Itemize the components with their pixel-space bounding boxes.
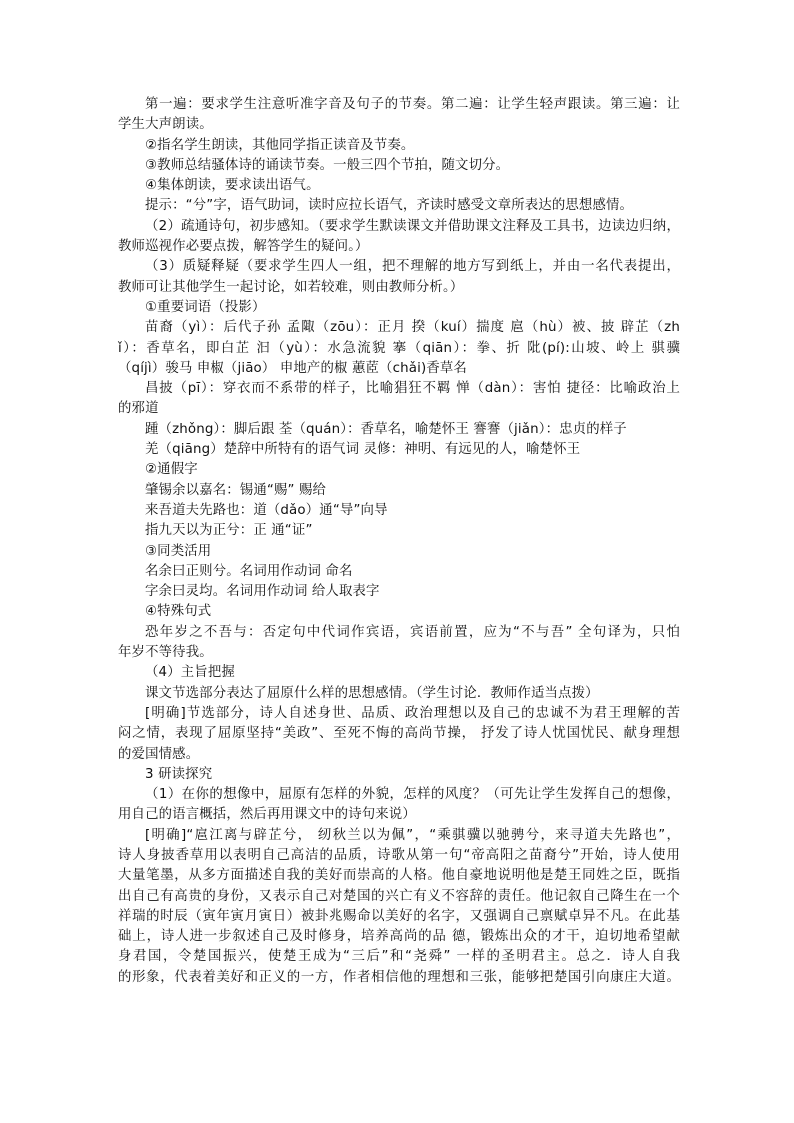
text-line: ④特殊句式 [145,604,212,620]
text-line: 提示：“兮”字，语气助词，读时应拉长语气，齐读时感受文章所表达的思想感情。 [145,198,634,214]
text-line: ②通假字 [145,462,198,478]
text-line: 名余曰正则兮。名词用作动词 命名 [145,563,353,579]
text-line: 教师巡视作必要点拨，解答学生的疑问。） [118,239,369,255]
text-line: 年岁不等待我。 [118,645,213,661]
text-line: ③同类活用 [145,543,212,559]
text-line: 身君国，令楚国振兴，使楚王成为“三后”和“尧舜” 一样的圣明君主。总之．诗人自我 [118,949,680,965]
text-line: 肇锡余以嘉名：锡通“赐” 赐给 [145,482,327,498]
text-line: 闷之情，表现了屈原坚持“美政”、至死不悔的高尚节操， 抒发了诗人忧国忧民、献身理想 [118,726,680,742]
text-line: 用自己的语言概括，然后再用课文中的诗句来说） [118,807,416,823]
text-line: ②指名学生朗读，其他同学指正读音及节奏。 [145,137,415,153]
text-line: （qíjì）骏马 申椒（jiāo） 申地产的椒 蕙茝（chǎi)香草名 [118,360,467,376]
document-page [118,95,680,988]
text-line: 字余曰灵均。名词用作动词 给人取表字 [145,584,380,600]
text-line: ǐ）：香草名，即白芷 汩（yù）：水急流貌 搴（qiān）：拳、折 阰(pí):山坡、岭上 骐骥 [118,340,680,356]
text-line: 的邪道 [118,401,159,417]
text-line: （4）主旨把握 [145,665,235,681]
text-line: ①重要词语（投影） [145,299,266,315]
text-line: 苗裔（yì）：后代子孙 孟陬（zōu）：正月 揆（kuí）揣度 扈（hù）被、披 辟芷（zh [145,320,680,336]
text-line: 学生大声朗读。 [118,117,213,133]
text-line: 课文节选部分表达了屈原什么样的思想感情。（学生讨论．教师作适当点拨） [145,685,599,701]
text-line: 诗人身披香草用以表明自己高洁的品质，诗歌从第一句“帝高阳之苗裔兮”开始，诗人使用 [118,847,680,863]
text-line: 恐年岁之不吾与：否定句中代词作宾语，宾语前置，应为“不与吾” 全句译为，只怕 [145,624,680,640]
text-line: 的形象，代表着美好和正义的一方，作者相信他的理想和三张，能够把楚国引向康庄大道。 [118,969,680,985]
text-line: 础上，诗人进一步叙述自己及时修身，培养高尚的品 德，锻炼出众的才干，迫切地希望献 [118,929,680,945]
text-line: 昌披（pī）：穿衣而不系带的样子，比喻猖狂不羁 惮（dàn）：害怕 捷径：比喻政治上 [145,381,680,397]
text-line: 的爱国情感。 [118,746,200,762]
text-line: 羌（qiāng）楚辞中所特有的语气词 灵修：神明、有远见的人，喻楚怀王 [145,442,581,458]
text-line: （2）疏通诗句，初步感知。（要求学生默读课文并借助课文注释及工具书，边读边归纳， [145,218,680,234]
text-line: 3 研读探究 [145,766,213,782]
text-line: 第一遍：要求学生注意听准字音及句子的节奏。第二遍：让学生轻声跟读。第三遍：让 [145,97,680,112]
text-line: 踵（zhǒng）：脚后跟 荃（quán）：香草名，喻楚怀王 謇謇（jiǎn）：忠贞的样子 [145,421,627,437]
text-line: ④集体朗读，要求读出语气。 [145,178,320,194]
text-line: 指九天以为正兮：正 通“证” [145,523,313,539]
text-line: 大量笔墨，从多方面描述自我的美好而崇高的人格。他自豪地说明他是楚王同姓之臣，既指 [118,868,680,884]
text-line: [明确]节选部分，诗人自述身世、品质、政治理想以及自己的忠诚不为君王理解的苦 [145,705,680,721]
text-line: 出自己有高贵的身份，又表示自己对楚国的兴亡有义不容辞的责任。他记叙自己降生在一个 [118,888,680,904]
text-line: （3）质疑释疑（要求学生四人一组，把不理解的地方写到纸上，并由一名代表提出， [145,259,680,275]
text-line: 祥瑞的时辰（寅年寅月寅日）被卦兆赐命以美好的名字，又强调自己禀赋卓异不凡。在此基 [118,908,680,924]
text-line: [明确]“扈江离与辟芷兮， 纫秋兰以为佩”，“乘骐骥以驰骋兮，来寻道夫先路也”， [145,827,680,843]
text-line: （1）在你的想像中，屈原有怎样的外貌，怎样的风度？（可先让学生发挥自己的想像， [145,787,680,803]
text-line: ③教师总结骚体诗的诵读节奏。一般三四个节拍，随文切分。 [145,157,510,173]
text-line: 教师可让其他学生一起讨论，如若较难，则由教师分析。） [118,279,464,295]
text-line: 来吾道夫先路也：道（dǎo）通“导”向导 [145,502,388,518]
